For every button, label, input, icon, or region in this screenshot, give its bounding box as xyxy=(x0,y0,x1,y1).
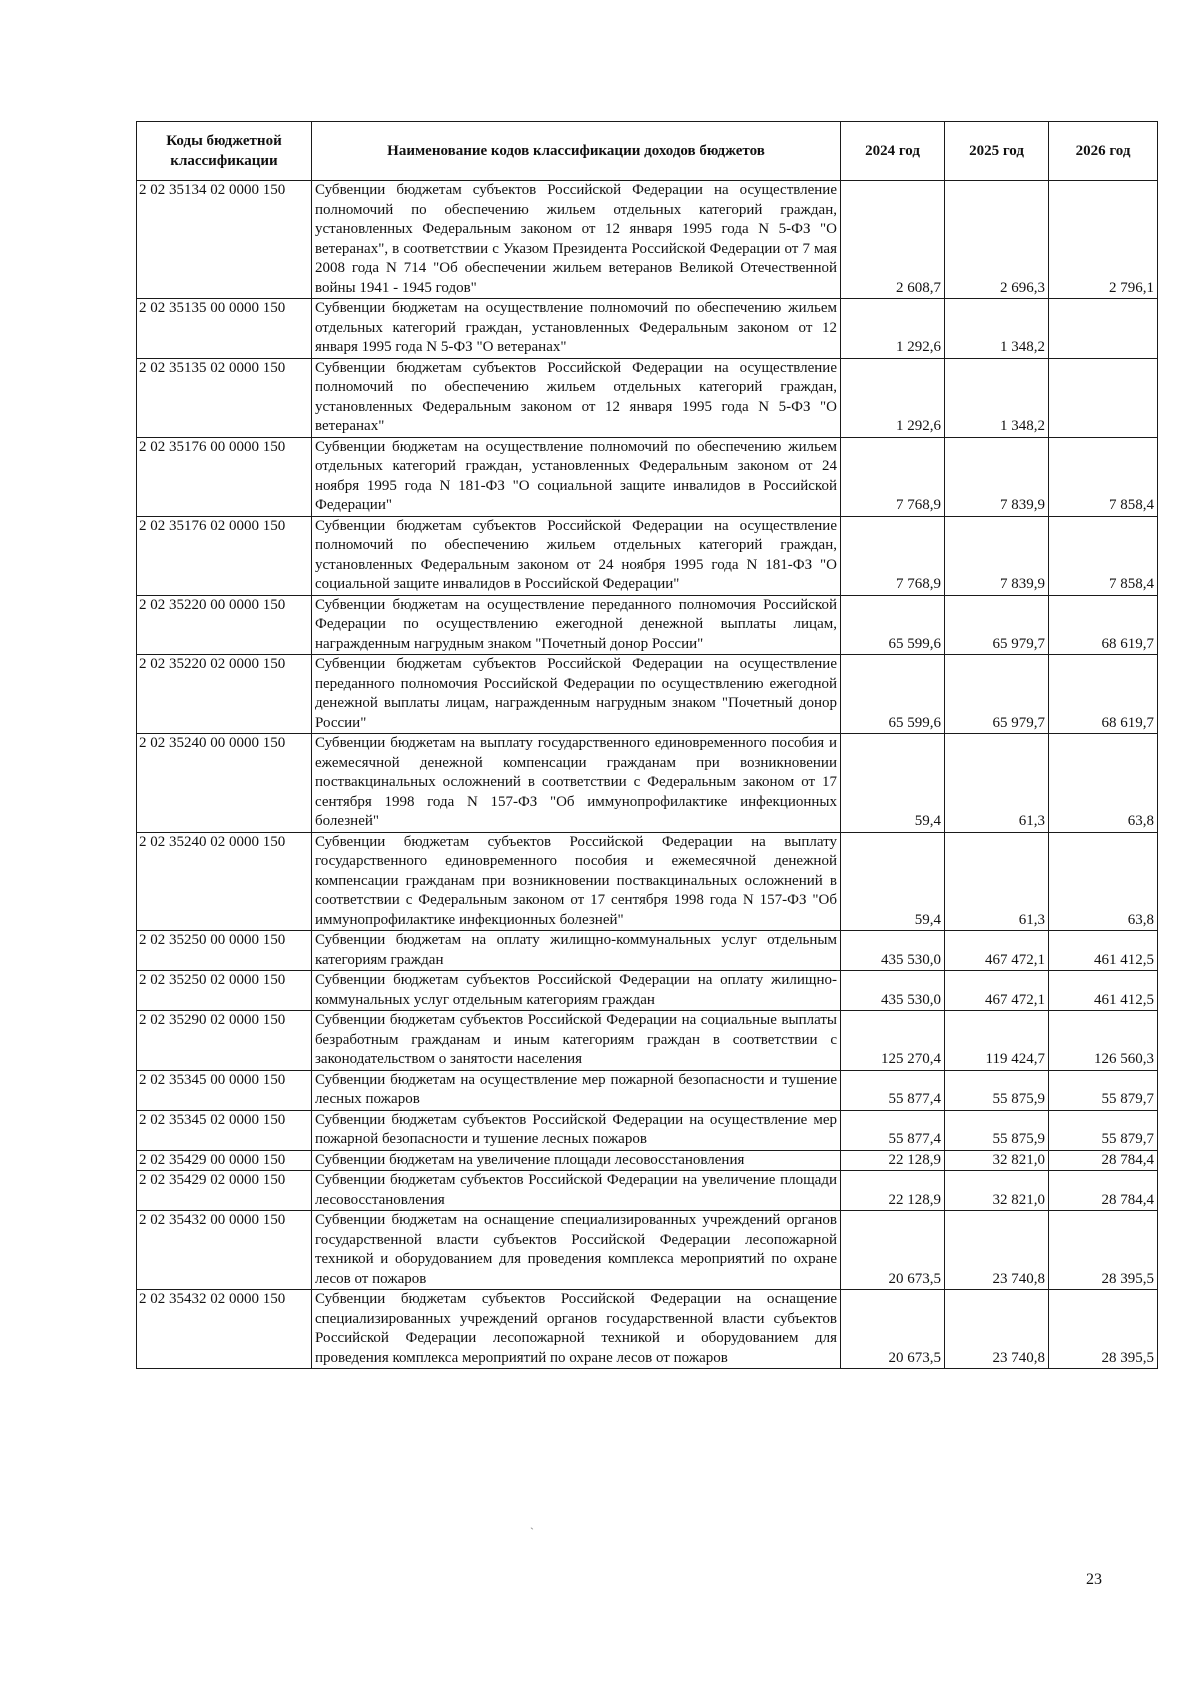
cell-2024: 125 270,4 xyxy=(841,1011,945,1071)
table-row xyxy=(137,1070,1158,1110)
cell-name: Субвенции бюджетам на оплату жилищно-коммунальных услуг отдельным категориям граждан xyxy=(312,931,841,971)
cell-2024: 20 673,5 xyxy=(841,1211,945,1290)
cell-2025: 32 821,0 xyxy=(945,1171,1049,1211)
cell-2024: 65 599,6 xyxy=(841,595,945,655)
cell-2026: 7 858,4 xyxy=(1049,437,1158,516)
cell-2026: 461 412,5 xyxy=(1049,931,1158,971)
cell-2026: 28 395,5 xyxy=(1049,1290,1158,1369)
header-code: Коды бюджетной классификации xyxy=(137,122,312,181)
cell-2026: 55 879,7 xyxy=(1049,1110,1158,1150)
cell-2026: 28 784,4 xyxy=(1049,1171,1158,1211)
cell-2026 xyxy=(1049,299,1158,359)
cell-2024: 435 530,0 xyxy=(841,931,945,971)
cell-code: 2 02 35432 02 0000 150 xyxy=(137,1290,312,1369)
cell-2024: 7 768,9 xyxy=(841,516,945,595)
cell-2024: 55 877,4 xyxy=(841,1110,945,1150)
cell-2026: 63,8 xyxy=(1049,734,1158,833)
cell-name: Субвенции бюджетам субъектов Российской Федерации на увеличение площади лесовосстановления xyxy=(312,1171,841,1211)
cell-2024: 55 877,4 xyxy=(841,1070,945,1110)
cell-2025: 61,3 xyxy=(945,734,1049,833)
cell-2025: 23 740,8 xyxy=(945,1211,1049,1290)
cell-2025: 7 839,9 xyxy=(945,516,1049,595)
cell-code: 2 02 35429 00 0000 150 xyxy=(137,1150,312,1171)
cell-2026: 126 560,3 xyxy=(1049,1011,1158,1071)
cell-code: 2 02 35240 00 0000 150 xyxy=(137,734,312,833)
cell-2026 xyxy=(1049,358,1158,437)
cell-2025: 23 740,8 xyxy=(945,1290,1049,1369)
cell-2026: 63,8 xyxy=(1049,832,1158,931)
cell-code: 2 02 35290 02 0000 150 xyxy=(137,1011,312,1071)
cell-code: 2 02 35135 00 0000 150 xyxy=(137,299,312,359)
budget-classification-table xyxy=(136,121,1158,1369)
cell-code: 2 02 35220 02 0000 150 xyxy=(137,655,312,734)
cell-2024: 1 292,6 xyxy=(841,299,945,359)
cell-2024: 1 292,6 xyxy=(841,358,945,437)
cell-2025: 61,3 xyxy=(945,832,1049,931)
cell-2025: 65 979,7 xyxy=(945,655,1049,734)
cell-code: 2 02 35240 02 0000 150 xyxy=(137,832,312,931)
cell-2024: 22 128,9 xyxy=(841,1150,945,1171)
cell-2026: 2 796,1 xyxy=(1049,181,1158,299)
cell-name: Субвенции бюджетам субъектов Российской Федерации на оснащение специализированных учреждений органов государственной власти субъектов Российской Федерации лесопожарной техникой и оборудованием для проведения комплекса мероприятий по охране лесов от пожаров xyxy=(312,1290,841,1369)
cell-code: 2 02 35220 00 0000 150 xyxy=(137,595,312,655)
cell-name: Субвенции бюджетам субъектов Российской Федерации на социальные выплаты безработным гражданам и иным категориям граждан в соответствии с законодательством о занятости населения xyxy=(312,1011,841,1071)
cell-name: Субвенции бюджетам субъектов Российской Федерации на осуществление переданного полномочия Российской Федерации по осуществлению ежегодной денежной выплаты лицам, награжденным нагрудным знаком "Почетный донор России" xyxy=(312,655,841,734)
cell-2025: 65 979,7 xyxy=(945,595,1049,655)
cell-name: Субвенции бюджетам на осуществление полномочий по обеспечению жильем отдельных категорий граждан, установленных Федеральным законом от 12 января 1995 года N 5-ФЗ "О ветеранах" xyxy=(312,299,841,359)
cell-2025: 7 839,9 xyxy=(945,437,1049,516)
cell-2026: 461 412,5 xyxy=(1049,971,1158,1011)
cell-2026: 68 619,7 xyxy=(1049,655,1158,734)
cell-2026: 68 619,7 xyxy=(1049,595,1158,655)
cell-name: Субвенции бюджетам субъектов Российской Федерации на осуществление мер пожарной безопасности и тушение лесных пожаров xyxy=(312,1110,841,1150)
header-2026: 2026 год xyxy=(1049,122,1158,181)
cell-2024: 20 673,5 xyxy=(841,1290,945,1369)
table-header-row xyxy=(137,122,1158,181)
table-row xyxy=(137,655,1158,734)
cell-code: 2 02 35176 00 0000 150 xyxy=(137,437,312,516)
table-row xyxy=(137,1290,1158,1369)
cell-2024: 59,4 xyxy=(841,832,945,931)
cell-2024: 22 128,9 xyxy=(841,1171,945,1211)
cell-name: Субвенции бюджетам на осуществление мер пожарной безопасности и тушение лесных пожаров xyxy=(312,1070,841,1110)
cell-name: Субвенции бюджетам на осуществление полномочий по обеспечению жильем отдельных категорий граждан, установленных Федеральным законом от 24 ноября 1995 года N 181-ФЗ "О социальной защите инвалидов в Российской Федерации" xyxy=(312,437,841,516)
table-row xyxy=(137,1150,1158,1171)
cell-2024: 7 768,9 xyxy=(841,437,945,516)
cell-code: 2 02 35250 02 0000 150 xyxy=(137,971,312,1011)
cell-name: Субвенции бюджетам субъектов Российской Федерации на осуществление полномочий по обеспечению жильем отдельных категорий граждан, установленных Федеральным законом от 12 января 1995 года N 5-ФЗ "О ветеранах", в соответствии с Указом Президента Российской Федерации от 7 мая 2008 года N 714 "Об обеспечении жильем ветеранов Великой Отечественной войны 1941 - 1945 годов" xyxy=(312,181,841,299)
cell-code: 2 02 35432 00 0000 150 xyxy=(137,1211,312,1290)
cell-code: 2 02 35135 02 0000 150 xyxy=(137,358,312,437)
cell-code: 2 02 35176 02 0000 150 xyxy=(137,516,312,595)
table-row xyxy=(137,931,1158,971)
cell-2024: 435 530,0 xyxy=(841,971,945,1011)
table-row xyxy=(137,734,1158,833)
cell-name: Субвенции бюджетам на увеличение площади лесовосстановления xyxy=(312,1150,841,1171)
table-row xyxy=(137,437,1158,516)
table-row xyxy=(137,299,1158,359)
cell-2026: 55 879,7 xyxy=(1049,1070,1158,1110)
cell-2025: 55 875,9 xyxy=(945,1110,1049,1150)
cell-2024: 65 599,6 xyxy=(841,655,945,734)
cell-2024: 59,4 xyxy=(841,734,945,833)
cell-2026: 7 858,4 xyxy=(1049,516,1158,595)
cell-code: 2 02 35345 00 0000 150 xyxy=(137,1070,312,1110)
table-body xyxy=(137,181,1158,1369)
cell-2026: 28 395,5 xyxy=(1049,1211,1158,1290)
cell-code: 2 02 35345 02 0000 150 xyxy=(137,1110,312,1150)
cell-2025: 1 348,2 xyxy=(945,299,1049,359)
cell-2025: 119 424,7 xyxy=(945,1011,1049,1071)
cell-2025: 467 472,1 xyxy=(945,931,1049,971)
table-row xyxy=(137,1110,1158,1150)
cell-code: 2 02 35250 00 0000 150 xyxy=(137,931,312,971)
cell-2024: 2 608,7 xyxy=(841,181,945,299)
table-row xyxy=(137,1011,1158,1071)
page-number: 23 xyxy=(1086,1571,1102,1588)
table-row xyxy=(137,595,1158,655)
header-2025: 2025 год xyxy=(945,122,1049,181)
table-row xyxy=(137,516,1158,595)
cell-code: 2 02 35429 02 0000 150 xyxy=(137,1171,312,1211)
header-2024: 2024 год xyxy=(841,122,945,181)
table-row xyxy=(137,181,1158,299)
table-row xyxy=(137,1211,1158,1290)
table-row xyxy=(137,1171,1158,1211)
cell-name: Субвенции бюджетам субъектов Российской Федерации на оплату жилищно-коммунальных услуг отдельным категориям граждан xyxy=(312,971,841,1011)
cell-name: Субвенции бюджетам на выплату государственного единовременного пособия и ежемесячной денежной компенсации гражданам при возникновении поствакцинальных осложнений в соответствии с Федеральным законом от 17 сентября 1998 года N 157-ФЗ "Об иммунопрофилактике инфекционных болезней" xyxy=(312,734,841,833)
table-row xyxy=(137,971,1158,1011)
cell-name: Субвенции бюджетам субъектов Российской Федерации на осуществление полномочий по обеспечению жильем отдельных категорий граждан, установленных Федеральным законом от 12 января 1995 года N 5-ФЗ "О ветеранах" xyxy=(312,358,841,437)
cell-2026: 28 784,4 xyxy=(1049,1150,1158,1171)
cell-name: Субвенции бюджетам на осуществление переданного полномочия Российской Федерации по осуществлению ежегодной денежной выплаты лицам, награжденным нагрудным знаком "Почетный донор России" xyxy=(312,595,841,655)
cell-name: Субвенции бюджетам на оснащение специализированных учреждений органов государственной власти субъектов Российской Федерации лесопожарной техникой и оборудованием для проведения комплекса мероприятий по охране лесов от пожаров xyxy=(312,1211,841,1290)
cell-2025: 467 472,1 xyxy=(945,971,1049,1011)
scan-speck: ˏ xyxy=(530,1516,534,1530)
table-row xyxy=(137,832,1158,931)
header-name: Наименование кодов классификации доходов бюджетов xyxy=(312,122,841,181)
cell-name: Субвенции бюджетам субъектов Российской Федерации на выплату государственного единовременного пособия и ежемесячной денежной компенсации гражданам при возникновении поствакцинальных осложнений в соответствии с Федеральным законом от 17 сентября 1998 года N 157-ФЗ "Об иммунопрофилактике инфекционных болезней" xyxy=(312,832,841,931)
cell-2025: 55 875,9 xyxy=(945,1070,1049,1110)
cell-2025: 2 696,3 xyxy=(945,181,1049,299)
cell-code: 2 02 35134 02 0000 150 xyxy=(137,181,312,299)
cell-2025: 32 821,0 xyxy=(945,1150,1049,1171)
table-row xyxy=(137,358,1158,437)
cell-name: Субвенции бюджетам субъектов Российской Федерации на осуществление полномочий по обеспечению жильем отдельных категорий граждан, установленных Федеральным законом от 24 ноября 1995 года N 181-ФЗ "О социальной защите инвалидов в Российской Федерации" xyxy=(312,516,841,595)
cell-2025: 1 348,2 xyxy=(945,358,1049,437)
